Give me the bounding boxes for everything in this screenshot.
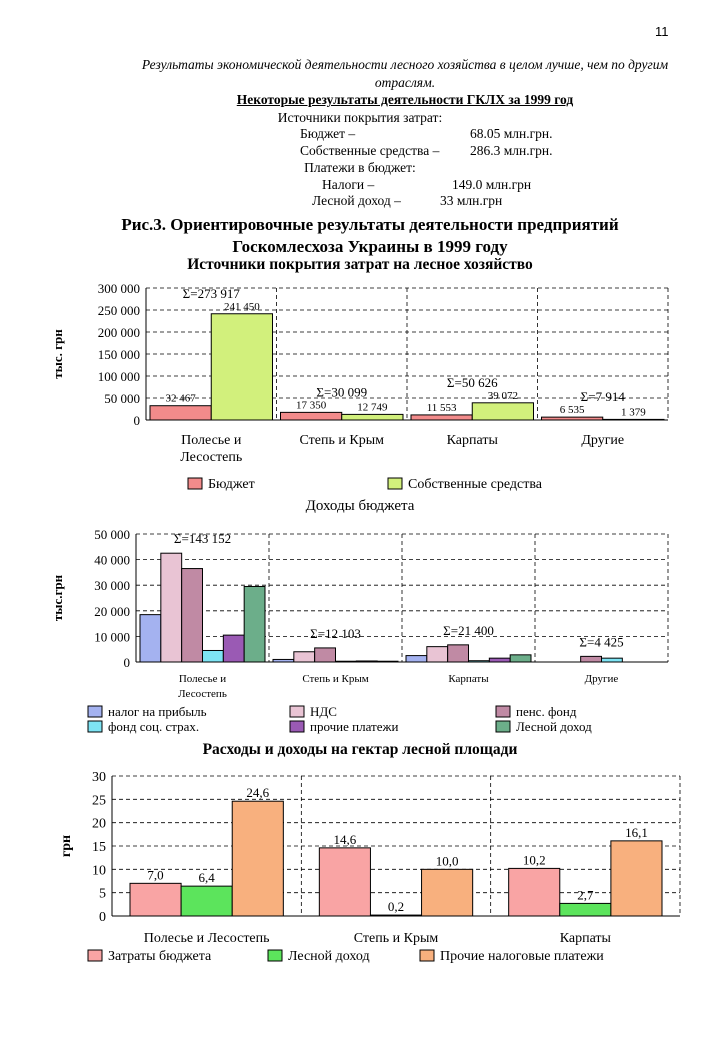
y-tick-label: 100 000 (97, 369, 140, 384)
y-tick-label: 15 (92, 840, 106, 855)
category-label: Степь и Крым (302, 673, 369, 685)
legend-label: налог на прибыль (108, 704, 207, 719)
category-label: Карпаты (559, 931, 611, 946)
summary-title: Некоторые результаты деятельности ГКЛХ за 1999 год (236, 92, 574, 107)
y-tick-label: 5 (99, 886, 106, 902)
chart1-title: Источники покрытия затрат на лесное хозяйство (187, 256, 533, 273)
data-label: 14,6 (333, 831, 357, 847)
figure-title (60, 214, 680, 258)
legend-label: прочие платежи (310, 719, 399, 734)
legend-swatch (496, 706, 510, 717)
bar (130, 883, 181, 916)
chart-per-hectare (0, 764, 720, 970)
data-label: 1 379 (621, 406, 646, 419)
y-tick-label: 20 000 (94, 603, 130, 619)
y-axis-label: тыс.грн (50, 574, 65, 622)
chart2-title: Доходы бюджета (305, 498, 415, 514)
chart3-title: Расходы и доходы на гектар лесной площади (202, 741, 518, 758)
sources-heading: Источники покрытия затрат: (277, 110, 443, 125)
bar (489, 658, 510, 662)
y-tick-label: 20 (92, 816, 106, 832)
data-label: 241 450 (224, 300, 260, 313)
legend-swatch (420, 950, 434, 961)
category-label: Степь и Крым (299, 433, 384, 448)
category-label: Полесье и (178, 673, 227, 685)
bar (510, 655, 531, 662)
data-label: 6 535 (559, 404, 585, 417)
bar (182, 569, 203, 662)
data-label: 10,2 (522, 852, 546, 868)
y-tick-label: 150 000 (97, 347, 140, 362)
budget-label: Бюджет – (300, 126, 356, 141)
y-tick-label: 0 (99, 910, 106, 925)
figure-title-line1: Рис.3. Ориентировочные результаты деятельности предприятий (121, 215, 619, 234)
data-label: 32 467 (165, 392, 196, 405)
y-tick-label: 200 000 (97, 325, 140, 340)
sum-label: Σ=50 626 (446, 374, 498, 390)
bar (406, 656, 427, 662)
category-label: Лесостепь (178, 688, 227, 700)
legend-swatch (388, 478, 402, 489)
bar (281, 412, 342, 420)
forest-income-label: Лесной доход – (312, 193, 401, 208)
y-tick-label: 30 (92, 770, 106, 785)
own-funds-label: Собственные средства – (300, 143, 440, 158)
category-label: Другие (584, 673, 619, 685)
payments-heading: Платежи в бюджет: (304, 160, 416, 175)
data-label: 16,1 (625, 824, 648, 840)
data-label: 2,7 (577, 887, 594, 903)
taxes-value: 149.0 млн.грн (452, 177, 532, 192)
y-tick-label: 300 000 (97, 281, 140, 296)
bar (560, 903, 611, 916)
legend-swatch (268, 950, 282, 961)
y-tick-label: 50 000 (94, 527, 130, 542)
bar (181, 886, 232, 916)
bar (422, 869, 473, 916)
bar (581, 656, 602, 662)
bar (244, 586, 265, 662)
bar (342, 414, 403, 420)
category-label: Степь и Крым (353, 931, 439, 946)
legend-swatch (88, 950, 102, 961)
chart-cost-sources (0, 278, 720, 500)
bar (448, 645, 469, 662)
y-tick-label: 10 000 (94, 629, 130, 645)
sum-label: Σ=273 917 (182, 285, 240, 301)
bar (427, 647, 448, 662)
y-axis-label: грн (59, 834, 74, 858)
page-number: 11 (655, 24, 669, 39)
category-label: Полесье и Лесостепь (143, 931, 270, 946)
sum-label: Σ=143 152 (173, 531, 232, 547)
data-label: 0,2 (387, 899, 405, 915)
bar (602, 658, 623, 662)
legend-label: пенс. фонд (516, 704, 577, 719)
legend-label: Лесной доход (288, 949, 370, 964)
bar (611, 841, 662, 916)
legend-label: Прочие налоговые платежи (440, 949, 604, 964)
forest-income-value: 33 млн.грн (440, 193, 503, 208)
data-label: 12 749 (357, 401, 388, 414)
category-label: Лесостепь (180, 450, 243, 465)
y-tick-label: 50 000 (104, 391, 140, 406)
legend-label: Лесной доход (516, 719, 592, 734)
bar (203, 650, 224, 662)
sum-label: Σ=21 400 (443, 622, 494, 638)
sum-label: Σ=7 914 (580, 389, 625, 405)
legend-label: НДС (310, 704, 337, 719)
bar (150, 406, 211, 420)
bar (211, 314, 272, 420)
y-tick-label: 250 000 (97, 303, 140, 318)
data-label: 39 072 (487, 389, 518, 402)
legend-label: Затраты бюджета (108, 949, 212, 964)
bar (319, 848, 370, 916)
bar (315, 648, 336, 662)
y-tick-label: 30 000 (94, 578, 130, 594)
sum-label: Σ=4 425 (579, 634, 624, 650)
data-label: 17 350 (296, 399, 327, 412)
figure-title-line2: Госкомлесхоза Украины в 1999 году (232, 237, 508, 256)
intro-text: Результаты экономической деятельности лесного хозяйства в целом лучше, чем по другим отраслям. (141, 57, 669, 90)
legend-label: Собственные средства (408, 477, 542, 492)
bar (161, 553, 182, 662)
y-tick-label: 0 (133, 413, 140, 428)
sum-label: Σ=30 099 (316, 384, 368, 400)
budget-value: 68.05 млн.грн. (470, 126, 553, 141)
bar (472, 403, 533, 420)
category-label: Другие (581, 433, 625, 448)
y-tick-label: 10 (92, 863, 106, 879)
y-tick-label: 40 000 (94, 552, 130, 568)
legend-swatch (188, 478, 202, 489)
data-label: 11 553 (426, 401, 457, 414)
bar (509, 868, 560, 916)
legend-swatch (88, 706, 102, 717)
bar (232, 801, 283, 916)
data-label: 24,6 (246, 785, 270, 801)
own-funds-value: 286.3 млн.грн. (470, 143, 553, 158)
bar (140, 615, 161, 662)
chart-budget-income (0, 522, 720, 740)
data-label: 6,4 (198, 870, 215, 886)
legend-label: Бюджет (208, 477, 255, 492)
legend-swatch (88, 721, 102, 732)
taxes-label: Налоги – (322, 177, 375, 192)
data-label: 10,0 (435, 853, 459, 869)
legend-swatch (290, 706, 304, 717)
category-label: Карпаты (448, 673, 489, 685)
y-axis-label: тыс. грн (50, 329, 65, 379)
legend-swatch (496, 721, 510, 732)
bar (223, 635, 244, 662)
sum-label: Σ=12 103 (310, 625, 361, 641)
bar (411, 415, 472, 420)
bar (294, 652, 315, 662)
legend-swatch (290, 721, 304, 732)
legend-label: фонд соц. страх. (108, 719, 200, 734)
y-tick-label: 0 (123, 655, 130, 670)
category-label: Полесье и (181, 433, 242, 448)
y-tick-label: 25 (92, 793, 106, 809)
category-label: Карпаты (446, 433, 498, 448)
data-label: 7,0 (147, 867, 164, 883)
